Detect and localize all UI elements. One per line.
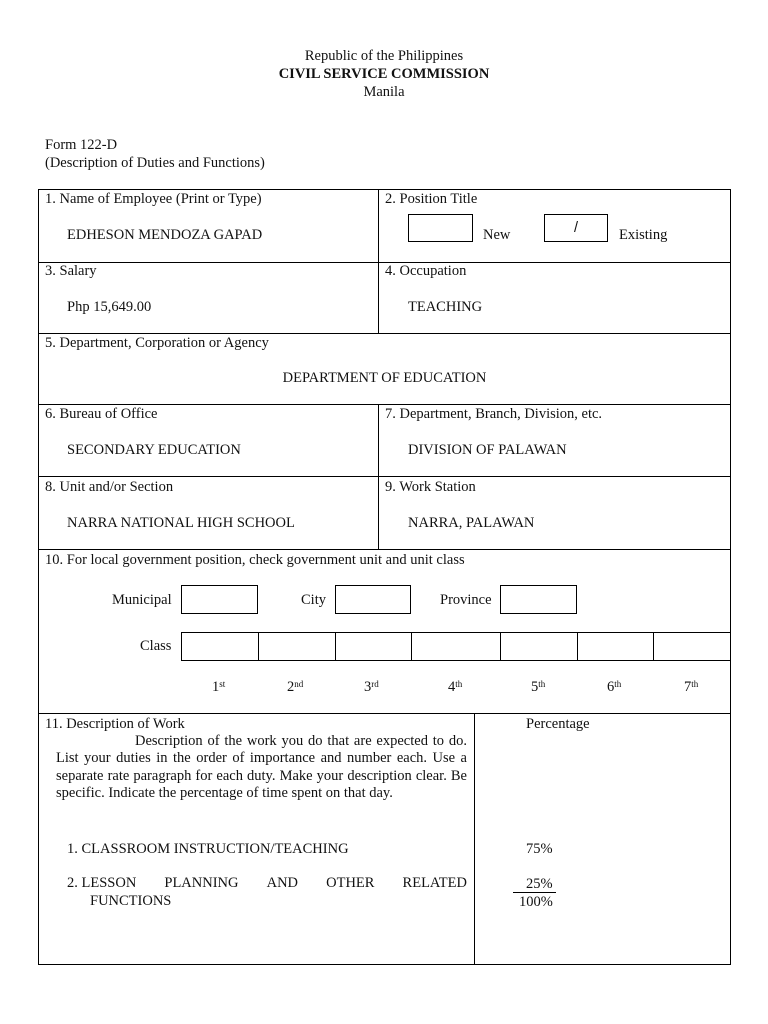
salary-value: Php 15,649.00 — [67, 299, 152, 315]
class-7-checkbox[interactable] — [653, 632, 731, 661]
duty-2 — [67, 874, 467, 910]
employee-name-value: EDHESON MENDOZA GAPAD — [67, 227, 263, 243]
duty-2-word: AND — [266, 875, 299, 891]
occupation-value: TEACHING — [408, 299, 483, 315]
class-ordinal: 2nd — [287, 679, 304, 695]
class-6-checkbox[interactable] — [577, 632, 654, 661]
existing-label: Existing — [619, 227, 668, 243]
work-label: 11. Description of Work — [45, 716, 185, 732]
new-checkbox[interactable] — [408, 214, 473, 242]
class-2-checkbox[interactable] — [258, 632, 336, 661]
branch-value: DIVISION OF PALAWAN — [408, 442, 567, 458]
class-ordinal: 5th — [531, 679, 546, 695]
row-divider — [38, 549, 731, 550]
class-ordinal: 4th — [448, 679, 463, 695]
col-divider — [474, 713, 475, 965]
class-3-checkbox[interactable] — [335, 632, 412, 661]
class-label: Class — [140, 638, 172, 654]
city-checkbox[interactable] — [335, 585, 411, 614]
col-divider — [378, 404, 379, 549]
municipal-checkbox[interactable] — [181, 585, 258, 614]
class-ordinal: 3rd — [364, 679, 379, 695]
class-ordinal: 1st — [212, 679, 226, 695]
department-value: DEPARTMENT OF EDUCATION — [282, 370, 487, 386]
form-number: Form 122-D — [45, 137, 118, 153]
unit-label: 8. Unit and/or Section — [45, 479, 174, 495]
work-station-label: 9. Work Station — [385, 479, 476, 495]
bureau-label: 6. Bureau of Office — [45, 406, 158, 422]
total-percentage: 100% — [519, 894, 553, 910]
local-gov-label: 10. For local government position, check government unit and unit class — [45, 552, 465, 568]
work-station-value: NARRA, PALAWAN — [408, 515, 535, 531]
duty-2-word: PLANNING — [164, 875, 239, 891]
header-city: Manila — [363, 84, 405, 100]
duty-2-word: 2. LESSON — [67, 875, 137, 891]
salary-label: 3. Salary — [45, 263, 97, 279]
percentage-label: Percentage — [526, 716, 590, 732]
existing-checkbox[interactable] — [544, 214, 608, 242]
branch-label: 7. Department, Branch, Division, etc. — [385, 406, 603, 422]
unit-value: NARRA NATIONAL HIGH SCHOOL — [67, 515, 295, 531]
municipal-label: Municipal — [112, 592, 172, 608]
existing-check-mark: / — [573, 220, 579, 236]
col-divider — [378, 189, 379, 333]
class-ordinal: 7th — [684, 679, 699, 695]
position-title-label: 2. Position Title — [385, 191, 478, 207]
class-ordinal: 6th — [607, 679, 622, 695]
employee-name-label: 1. Name of Employee (Print or Type) — [45, 191, 262, 207]
province-checkbox[interactable] — [500, 585, 577, 614]
province-label: Province — [440, 592, 492, 608]
duty-1-percentage: 75% — [526, 841, 553, 857]
department-label: 5. Department, Corporation or Agency — [45, 335, 269, 351]
duty-2-percentage: 25% — [526, 876, 553, 892]
class-1-checkbox[interactable] — [181, 632, 259, 661]
header-commission: CIVIL SERVICE COMMISSION — [278, 66, 490, 82]
duty-2-word: OTHER — [326, 875, 375, 891]
header-republic: Republic of the Philippines — [304, 48, 464, 64]
bureau-value: SECONDARY EDUCATION — [67, 442, 241, 458]
work-instructions: Description of the work you do that are expected to do. List your duties in the order of importance and number each. Use a separate rate paragraph for each duty. Make your description clear. Be specific. Indicate the percentage of time spent on that day. — [56, 733, 467, 801]
occupation-label: 4. Occupation — [385, 263, 467, 279]
row-divider — [38, 713, 731, 714]
duty-2-word: RELATED — [402, 875, 467, 891]
new-label: New — [483, 227, 511, 243]
class-4-checkbox[interactable] — [411, 632, 501, 661]
duty-2-continuation: FUNCTIONS — [90, 893, 172, 909]
city-label: City — [301, 592, 326, 608]
row-divider — [38, 476, 731, 477]
duty-1: 1. CLASSROOM INSTRUCTION/TEACHING — [67, 841, 349, 857]
class-5-checkbox[interactable] — [500, 632, 578, 661]
form-subtitle: (Description of Duties and Functions) — [45, 155, 265, 171]
